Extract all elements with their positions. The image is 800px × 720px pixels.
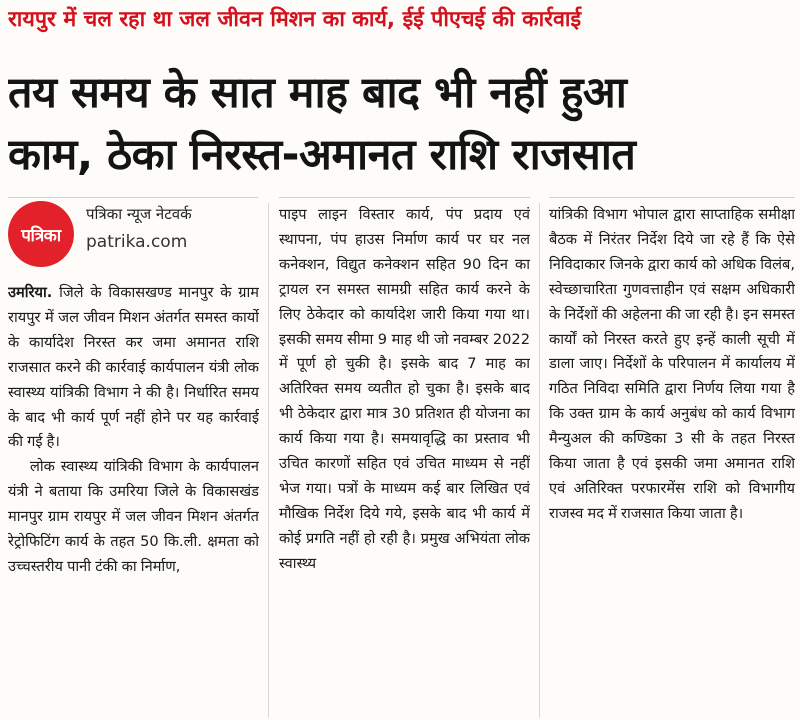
patrika-logo: पत्रिका	[8, 201, 74, 267]
kicker-headline: रायपुर में चल रहा था जल जीवन मिशन का कार्य, ईई पीएचई की कार्रवाई	[8, 7, 582, 32]
article-column-2	[279, 203, 530, 718]
column-separator	[539, 203, 540, 718]
article-column-3	[549, 203, 795, 718]
paragraph-text: जिले के विकासखण्ड मानपुर के ग्राम रायपुर में जल जीवन मिशन अंतर्गत समस्त कार्यो के कार्यादेश निरस्त कर जमा अमानत राशि राजसात करने की कार्रवाई कार्यपालन यंत्री लोक स्वास्थ्य यांत्रिकी विभाग ने की है। निर्धारित समय के बाद भी कार्य पूर्ण नहीं होने पर यह कार्रवाई की गई है।	[8, 284, 259, 451]
column-separator	[268, 203, 269, 718]
byline	[8, 201, 268, 271]
paragraph: लोक स्वास्थ्य यांत्रिकी विभाग के कार्यपालन यंत्री ने बताया कि उमरिया जिले के विकासखंड मानपुर ग्राम रायपुर में जल जीवन मिशन अंतर्गत रेट्रोफिटिंग कार्य के तहत 50 कि.ली. क्षमता को उच्चस्तरीय पानी टंकी का निर्माण,	[8, 458, 259, 575]
site-url: patrika.com	[86, 232, 188, 252]
dateline: उमरिया.	[8, 284, 53, 301]
paragraph	[8, 281, 259, 455]
article-column-1	[8, 281, 259, 718]
headline-line-1: तय समय के सात माह बाद भी नहीं हुआ	[8, 68, 627, 118]
divider-rule	[549, 197, 795, 198]
headline-line-2: काम, ठेका निरस्त-अमानत राशि राजसात	[8, 130, 636, 180]
paragraph: पाइप लाइन विस्तार कार्य, पंप प्रदाय एवं स्थापना, पंप हाउस निर्माण कार्य पर घर नल कनेक्शन, विद्युत कनेक्शन सहित 90 दिन का ट्रायल रन समस्त सामग्री सहित कार्य करने के लिए ठेकेदार को कार्यादेश जारी किया गया था। इसकी समय सीमा 9 माह थी जो नवम्बर 2022 में पूर्ण हो चुकी है। इसके बाद 7 माह का अतिरिक्त समय व्यतीत हो चुका है। इसके बाद भी ठेकेदार द्वारा मात्र 30 प्रतिशत ही योजना का कार्य किया गया है। समयावृद्धि का प्रस्ताव भी उचित कारणों सहित एवं उचित माध्यम से नहीं भेज गया। पत्रों के माध्यम कई बार लिखित एवं मौखिक निर्देश दिये गये, इसके बाद भी कार्य में कोई प्रगति नहीं हो रही है। प्रमुख अभियंता लोक स्वास्थ्य	[279, 206, 530, 572]
paragraph: यांत्रिकी विभाग भोपाल द्वारा साप्ताहिक समीक्षा बैठक में निरंतर निर्देश दिये जा रहे हैं कि ऐसे निविदाकार जिनके द्वारा कार्य को अधिक विलंब, स्वेच्छाचारिता गुणवत्ताहीन एवं सक्षम अधिकारी के निर्देशों की अहेलना की जा रही है। इन समस्त कार्यों को निरस्त करते हुए इन्हें काली सूची में डाला जाए। निर्देशों के परिपालन में कार्यालय में गठित निविदा समिति द्वारा निर्णय लिया गया है कि उक्त ग्राम के कार्य अनुबंध को कार्य विभाग मैन्युअल की कण्डिका 3 सी के तहत निरस्त किया जाता है एवं इसकी जमा अमानत राशि एवं अतिरिक्त परफारमेंस राशि को विभागीय राजस्व मद में राजसात किया जाता है।	[549, 206, 795, 522]
divider-rule	[8, 197, 258, 198]
news-network-label: पत्रिका न्यूज नेटवर्क	[86, 205, 192, 223]
main-headline	[8, 62, 794, 186]
divider-rule	[279, 197, 530, 198]
